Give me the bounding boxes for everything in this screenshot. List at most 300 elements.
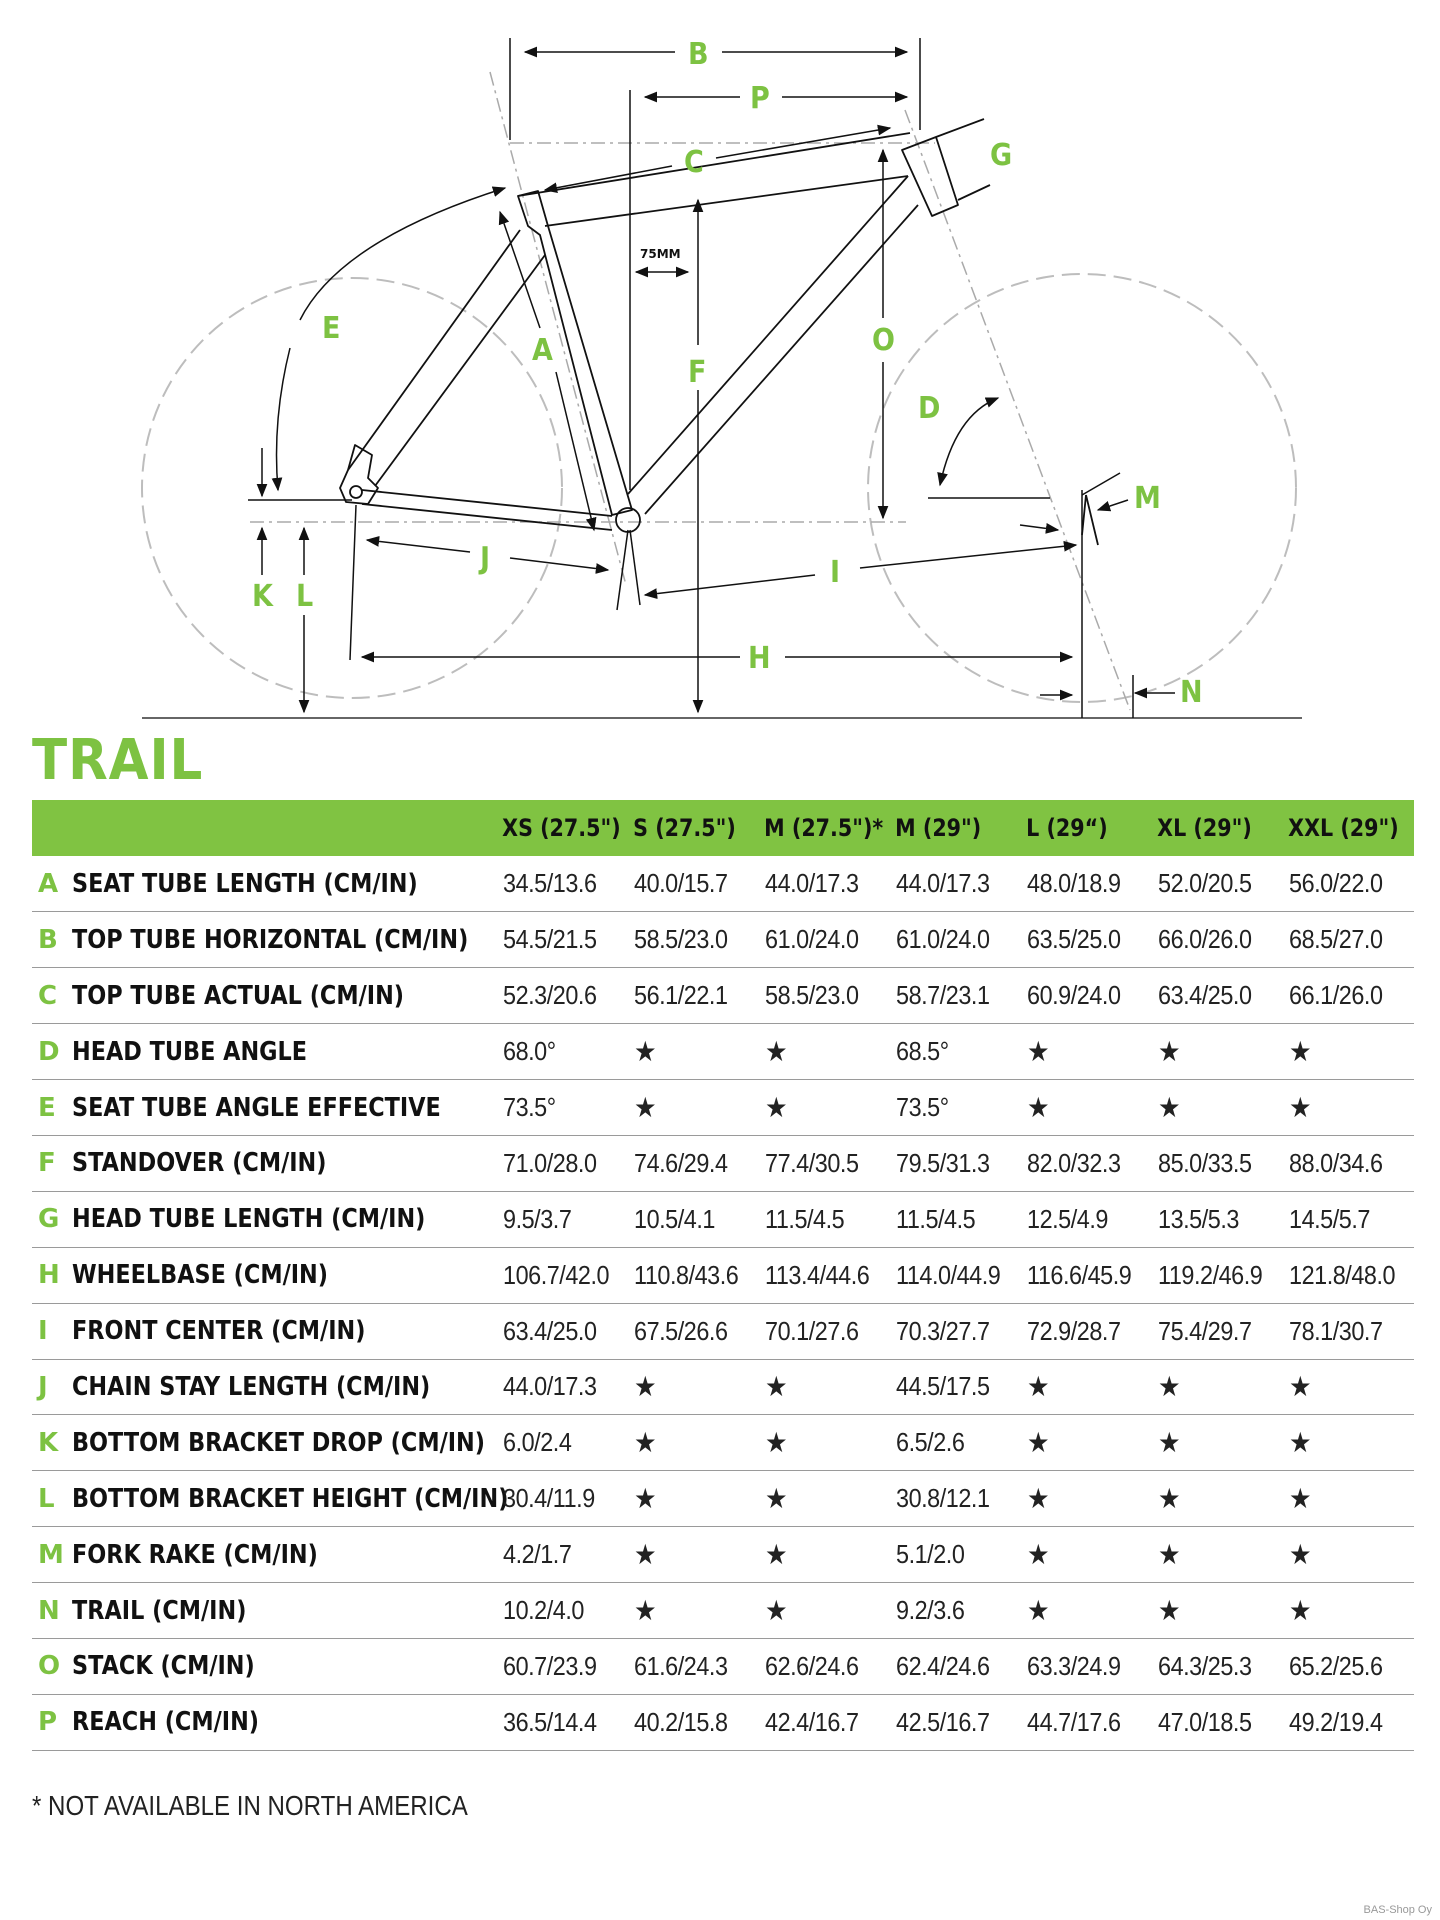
row-value: ★ [1158,1539,1181,1571]
row-value-cell [628,1191,759,1247]
same-as-above-star [759,1583,890,1639]
row-value: 11.5/4.5 [765,1203,845,1234]
dimension-letters [252,37,1203,710]
row-value-cell [1152,912,1283,968]
row-value: 67.5/26.6 [634,1315,728,1346]
row-value: ★ [765,1427,788,1459]
row-label-cell [72,1191,497,1247]
same-as-above-star [759,1471,890,1527]
row-value: ★ [765,1036,788,1068]
row-value-cell [1021,1135,1152,1191]
row-value-cell [497,912,628,968]
row-label-cell [72,856,497,912]
row-value: 40.0/15.7 [634,868,728,899]
row-value: 119.2/46.9 [1158,1259,1263,1290]
row-value: 42.4/16.7 [765,1706,859,1737]
row-value-cell [1152,1191,1283,1247]
row-letter: N [38,1595,60,1626]
table-row [32,1303,1414,1359]
row-value-cell [497,1415,628,1471]
row-letter: C [38,980,58,1011]
row-value-cell [759,856,890,912]
row-value-cell [1283,968,1414,1024]
same-as-above-star [628,1080,759,1136]
same-as-above-star [628,1583,759,1639]
row-value-cell [1152,1303,1283,1359]
row-letter: P [38,1707,58,1738]
row-value: 60.7/23.9 [503,1650,597,1681]
size-header-row [32,800,1414,856]
row-value-cell [1021,1191,1152,1247]
same-as-above-star [1283,1359,1414,1415]
row-value: 30.4/11.9 [503,1483,595,1514]
row-value-cell [1283,1694,1414,1750]
same-as-above-star [759,1359,890,1415]
row-value: 6.5/2.6 [896,1427,965,1458]
table-row [32,912,1414,968]
table-row [32,1638,1414,1694]
same-as-above-star [1152,1583,1283,1639]
row-label: HEAD TUBE LENGTH (CM/IN) [72,1204,426,1235]
row-label-cell [72,1527,497,1583]
row-value-cell [890,968,1021,1024]
size-header: M (29") [895,814,982,842]
row-label: HEAD TUBE ANGLE [72,1036,308,1067]
footnote: * NOT AVAILABLE IN NORTH AMERICA [32,1790,468,1821]
row-value: 64.3/25.3 [1158,1650,1252,1681]
row-value: 70.1/27.6 [765,1315,859,1346]
same-as-above-star [1283,1024,1414,1080]
row-value: 9.2/3.6 [896,1595,965,1626]
row-value: 10.2/4.0 [503,1595,584,1626]
row-value-cell [628,968,759,1024]
row-value-cell [1283,1191,1414,1247]
table-row [32,1694,1414,1750]
row-label: TOP TUBE ACTUAL (CM/IN) [72,980,405,1011]
same-as-above-star [1283,1080,1414,1136]
row-label-cell [72,1583,497,1639]
row-value: 114.0/44.9 [896,1259,1001,1290]
same-as-above-star [1021,1583,1152,1639]
same-as-above-star [1021,1359,1152,1415]
row-value-cell [497,1247,628,1303]
row-value-cell [759,1694,890,1750]
row-value-cell [1152,1247,1283,1303]
row-letter: L [38,1483,55,1514]
row-value-cell [890,912,1021,968]
row-letter: M [38,1539,64,1570]
row-value: ★ [1289,1092,1312,1123]
row-value-cell [628,1694,759,1750]
row-value: ★ [1027,1427,1050,1459]
row-value: ★ [1027,1092,1050,1123]
bike-frame [340,119,1098,545]
row-value: 44.0/17.3 [503,1371,597,1402]
row-value: 52.0/20.5 [1158,868,1252,899]
row-label: SEAT TUBE LENGTH (CM/IN) [72,868,418,899]
row-value-cell [890,1415,1021,1471]
row-value: ★ [634,1092,657,1123]
row-value: 65.2/25.6 [1289,1650,1383,1681]
row-value: 54.5/21.5 [503,924,597,955]
row-value-cell [1283,1247,1414,1303]
row-value: ★ [1289,1036,1312,1068]
row-value: 68.5° [896,1036,949,1067]
row-label: FRONT CENTER (CM/IN) [72,1316,366,1347]
row-value: 106.7/42.0 [503,1259,610,1290]
row-value-cell [497,1583,628,1639]
annotation-75mm: 75MM [640,247,681,261]
geometry-rows [32,856,1414,1750]
row-value-cell [890,1694,1021,1750]
row-value: 63.4/25.0 [1158,980,1252,1011]
row-value-cell [628,1638,759,1694]
row-value-cell [759,968,890,1024]
letter-j: J [480,541,491,576]
row-value: 62.6/24.6 [765,1650,859,1681]
row-value-cell [1021,1638,1152,1694]
same-as-above-star [1152,1471,1283,1527]
dimension-lines [248,38,1175,718]
table-row [32,1080,1414,1136]
row-value: ★ [1027,1595,1050,1627]
same-as-above-star [628,1359,759,1415]
row-value: 56.1/22.1 [634,980,728,1011]
row-value: 78.1/30.7 [1289,1315,1383,1346]
row-label: BOTTOM BRACKET HEIGHT (CM/IN) [72,1483,509,1514]
letter-m: M [1134,481,1161,516]
row-letter: D [38,1036,60,1067]
same-as-above-star [1152,1359,1283,1415]
row-value-cell [628,856,759,912]
row-value: 63.4/25.0 [503,1315,597,1346]
row-value: 6.0/2.4 [503,1427,572,1458]
row-value: 73.5° [503,1092,556,1122]
letter-a: A [532,333,553,368]
row-value: 49.2/19.4 [1289,1706,1383,1737]
same-as-above-star [759,1527,890,1583]
same-as-above-star [1283,1583,1414,1639]
row-label-cell [72,1415,497,1471]
same-as-above-star [1283,1471,1414,1527]
row-value: 56.0/22.0 [1289,868,1383,899]
row-value-cell [628,912,759,968]
row-value: 62.4/24.6 [896,1650,990,1681]
row-value: ★ [1158,1595,1181,1627]
row-letter: F [38,1148,56,1179]
same-as-above-star [628,1527,759,1583]
row-value: 61.6/24.3 [634,1650,728,1681]
row-value: 61.0/24.0 [765,924,859,955]
row-value: 85.0/33.5 [1158,1147,1252,1178]
letter-g: G [990,138,1013,173]
row-value: 66.1/26.0 [1289,980,1383,1011]
row-letter: J [38,1371,48,1402]
row-value-cell [1283,856,1414,912]
row-value-cell [497,856,628,912]
letter-d: D [918,391,941,426]
letter-n: N [1180,675,1203,710]
row-value: ★ [765,1483,788,1515]
row-value: ★ [1027,1036,1050,1068]
row-value: 9.5/3.7 [503,1203,572,1234]
row-value: 63.5/25.0 [1027,924,1121,955]
row-value: 13.5/5.3 [1158,1203,1239,1234]
size-header: XXL (29") [1288,814,1399,842]
table-row [32,1191,1414,1247]
row-value: ★ [1158,1036,1181,1068]
row-value: 58.5/23.0 [765,980,859,1011]
same-as-above-star [1152,1527,1283,1583]
table-row [32,1024,1414,1080]
table-row [32,1471,1414,1527]
row-letter: G [38,1204,60,1235]
row-letter: E [38,1092,56,1123]
row-value: 48.0/18.9 [1027,868,1121,899]
row-label: FORK RAKE (CM/IN) [72,1539,318,1570]
row-value-cell [890,1080,1021,1136]
row-label: WHEELBASE (CM/IN) [72,1260,328,1291]
row-value-cell [1152,856,1283,912]
row-label-cell [72,1638,497,1694]
row-value-cell [628,1247,759,1303]
same-as-above-star [1021,1415,1152,1471]
row-label: TRAIL (CM/IN) [72,1595,247,1626]
row-value: 79.5/31.3 [896,1147,990,1178]
row-letter: H [38,1260,60,1291]
row-label-cell [72,1080,497,1136]
row-value: 47.0/18.5 [1158,1706,1252,1737]
row-value: ★ [1158,1092,1181,1123]
row-value: 58.5/23.0 [634,924,728,955]
row-value: 34.5/13.6 [503,868,597,899]
letter-f: F [688,355,707,390]
size-header: M (27.5")* [764,814,884,842]
row-value: 14.5/5.7 [1289,1203,1370,1234]
row-value-cell [1283,912,1414,968]
row-value: 75.4/29.7 [1158,1315,1252,1346]
row-value: 61.0/24.0 [896,924,990,955]
row-value: 60.9/24.0 [1027,980,1121,1011]
row-value-cell [890,1135,1021,1191]
row-value: 44.0/17.3 [765,868,859,899]
row-value-cell [1283,1638,1414,1694]
row-value-cell [628,1303,759,1359]
letter-p: P [750,81,770,116]
row-value-cell [1152,1694,1283,1750]
row-label: BOTTOM BRACKET DROP (CM/IN) [72,1427,485,1458]
row-value-cell [497,1303,628,1359]
table-row [32,1415,1414,1471]
same-as-above-star [1021,1527,1152,1583]
row-value-cell [497,1359,628,1415]
row-value-cell [497,1024,628,1080]
row-label-cell [72,1359,497,1415]
row-value: ★ [634,1595,657,1627]
same-as-above-star [1152,1415,1283,1471]
row-letter: I [38,1316,48,1347]
size-header: XL (29") [1157,814,1252,842]
table-row [32,856,1414,912]
header-blank [32,800,66,856]
row-label-cell [72,1303,497,1359]
letter-e: E [322,311,341,346]
same-as-above-star [759,1080,890,1136]
row-value: ★ [765,1539,788,1571]
letter-c: C [684,145,704,180]
row-value: 72.9/28.7 [1027,1315,1121,1346]
row-label: REACH (CM/IN) [72,1707,260,1738]
same-as-above-star [1152,1024,1283,1080]
row-value-cell [1152,1638,1283,1694]
row-label-cell [72,1694,497,1750]
row-value: 88.0/34.6 [1289,1147,1383,1178]
row-value-cell [890,1024,1021,1080]
row-label-cell [72,912,497,968]
letter-i: I [830,555,841,590]
row-label-cell [72,1024,497,1080]
row-value: ★ [1289,1595,1312,1627]
row-value: 73.5° [896,1092,949,1122]
size-header: XS (27.5") [502,814,621,842]
row-value: ★ [1289,1371,1312,1403]
letter-o: O [872,323,895,358]
row-value-cell [759,1135,890,1191]
row-value: 121.8/48.0 [1289,1259,1396,1290]
row-value-cell [497,1135,628,1191]
row-value-cell [1021,1303,1152,1359]
row-label: CHAIN STAY LENGTH (CM/IN) [72,1371,431,1402]
same-as-above-star [628,1471,759,1527]
size-header: S (27.5") [633,814,736,842]
row-value-cell [1021,912,1152,968]
row-value: ★ [634,1483,657,1515]
letter-k: K [252,579,273,614]
row-value-cell [1021,1694,1152,1750]
row-value-cell [890,1247,1021,1303]
row-value: 42.5/16.7 [896,1706,990,1737]
row-label-cell [72,968,497,1024]
row-value: 110.8/43.6 [634,1259,739,1290]
row-value: ★ [634,1427,657,1459]
row-value-cell [1021,856,1152,912]
table-row [32,1359,1414,1415]
row-label-cell [72,1471,509,1527]
letter-b: B [688,37,709,72]
row-value-cell [759,1638,890,1694]
row-value: 74.6/29.4 [634,1147,728,1178]
same-as-above-star [1021,1080,1152,1136]
row-value-cell [628,1135,759,1191]
row-value: ★ [1027,1483,1050,1515]
row-value: 82.0/32.3 [1027,1147,1121,1178]
row-value: ★ [765,1092,788,1123]
row-label-cell [72,1135,497,1191]
row-value: 71.0/28.0 [503,1147,597,1178]
row-value-cell [497,1638,628,1694]
row-value: 58.7/23.1 [896,980,990,1011]
row-value: 77.4/30.5 [765,1147,859,1178]
row-value-cell [497,1527,628,1583]
row-value: ★ [1158,1371,1181,1403]
row-value: 52.3/20.6 [503,980,597,1011]
same-as-above-star [1152,1080,1283,1136]
row-value-cell [1283,1135,1414,1191]
image-credit: BAS-Shop Oy [1363,1904,1432,1916]
row-value: 12.5/4.9 [1027,1203,1108,1234]
row-value: ★ [765,1595,788,1627]
row-value: ★ [1027,1539,1050,1571]
row-value-cell [1152,1135,1283,1191]
row-value: 70.3/27.7 [896,1315,990,1346]
row-value-cell [1283,1303,1414,1359]
row-value-cell [890,1359,1021,1415]
same-as-above-star [628,1024,759,1080]
row-value: 11.5/4.5 [896,1203,976,1234]
row-value: 44.7/17.6 [1027,1706,1121,1737]
row-value-cell [890,856,1021,912]
letter-h: H [748,641,771,676]
header-blank [72,800,438,856]
row-label: SEAT TUBE ANGLE EFFECTIVE [72,1092,441,1123]
row-value-cell [759,1303,890,1359]
row-value: ★ [1158,1427,1181,1459]
row-value: 44.5/17.5 [896,1371,990,1402]
row-value-cell [890,1191,1021,1247]
row-label: STANDOVER (CM/IN) [72,1148,327,1179]
same-as-above-star [1283,1415,1414,1471]
row-value: 36.5/14.4 [503,1706,597,1737]
row-letter: A [38,868,59,899]
row-value-cell [497,1191,628,1247]
row-letter: B [38,924,58,955]
row-value: ★ [634,1036,657,1068]
row-value: 10.5/4.1 [634,1203,715,1234]
row-value-cell [890,1638,1021,1694]
row-value-cell [890,1583,1021,1639]
row-label-cell [72,1247,497,1303]
row-value: 68.0° [503,1036,556,1067]
row-value: ★ [1289,1427,1312,1459]
same-as-above-star [1021,1024,1152,1080]
row-value: 40.2/15.8 [634,1706,728,1737]
row-value: 113.4/44.6 [765,1259,870,1290]
geometry-table [32,800,1414,1751]
row-value-cell [1021,968,1152,1024]
row-value-cell [890,1527,1021,1583]
row-value: ★ [1027,1371,1050,1403]
row-value: 68.5/27.0 [1289,924,1383,955]
row-value-cell [890,1303,1021,1359]
same-as-above-star [1283,1527,1414,1583]
model-title: TRAIL [32,728,204,793]
row-value: 44.0/17.3 [896,868,990,899]
row-value-cell [759,912,890,968]
table-row [32,1527,1414,1583]
row-value-cell [759,1247,890,1303]
row-value: ★ [634,1539,657,1571]
row-value: ★ [634,1371,657,1403]
row-value: 63.3/24.9 [1027,1650,1121,1681]
row-value: ★ [1289,1483,1312,1515]
table-row [32,968,1414,1024]
row-letter: O [38,1651,61,1682]
row-value: 4.2/1.7 [503,1539,572,1570]
row-value: 5.1/2.0 [896,1539,965,1570]
row-value-cell [497,1694,628,1750]
row-value-cell [497,1471,628,1527]
bike-geometry-diagram [0,0,1440,730]
